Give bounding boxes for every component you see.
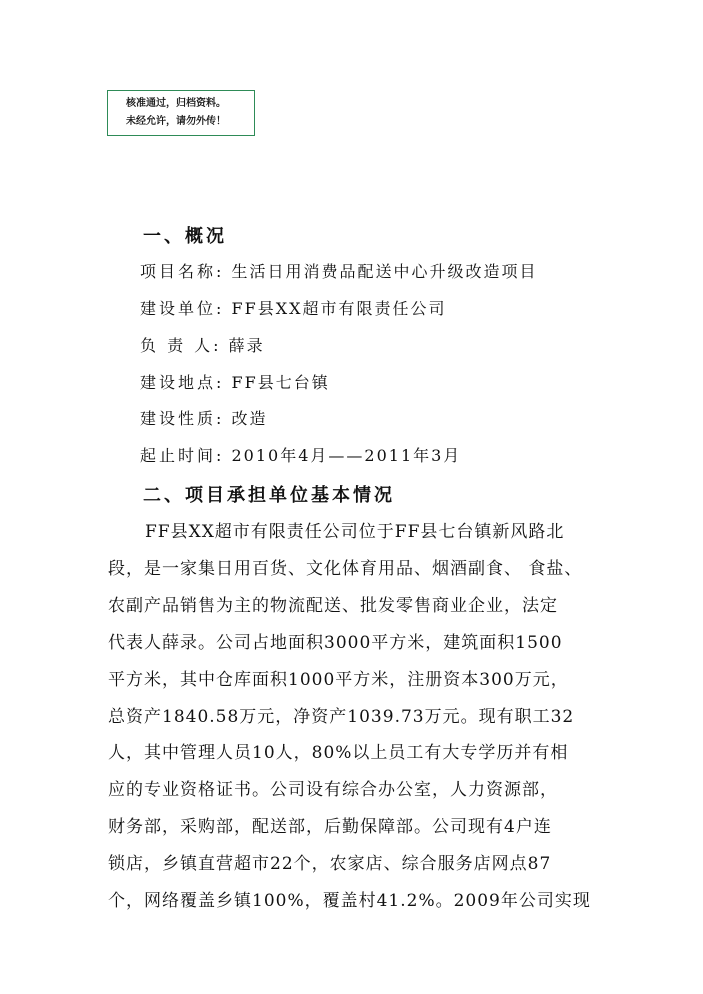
info-value: FF县XX超市有限责任公司: [231, 299, 447, 318]
paragraph-line: 段，是一家集日用百货、文化体育用品、烟酒副食、 食盐、: [108, 559, 583, 579]
info-row-builder: [140, 296, 447, 319]
paragraph-line: 总资产1840.58万元，净资产1039.73万元。现有职工32: [108, 707, 575, 727]
section-heading-overview: 一、概况: [143, 226, 227, 247]
info-label: 负 责 人:: [140, 336, 222, 355]
section-heading-company-info: 二、项目承担单位基本情况: [143, 485, 395, 506]
paragraph-line: FF县XX超市有限责任公司位于FF县七台镇新风路北: [145, 522, 565, 542]
info-row-person-in-charge: [140, 333, 265, 356]
info-label: 起止时间:: [140, 446, 225, 465]
info-label: 建设地点:: [140, 373, 225, 392]
paragraph-line: 代表人薛录。公司占地面积3000平方米，建筑面积1500: [108, 633, 563, 653]
info-row-location: [140, 370, 330, 393]
paragraph-line: 应的专业资格证书。公司设有综合办公室，人力资源部，: [108, 780, 558, 800]
archive-stamp: [107, 90, 255, 136]
stamp-line-1: 核准通过，归档资料。: [126, 98, 226, 109]
info-row-nature: [140, 406, 268, 429]
paragraph-line: 锁店，乡镇直营超市22个，农家店、综合服务店网点87: [108, 854, 552, 874]
info-label: 建设性质:: [140, 409, 225, 428]
info-value: 改造: [231, 409, 268, 428]
paragraph-line: 个，网络覆盖乡镇100%，覆盖村41.2%。2009年公司实现: [108, 891, 591, 911]
info-value: 生活日用消费品配送中心升级改造项目: [231, 262, 538, 281]
paragraph-line: 人，其中管理人员10人，80%以上员工有大专学历并有相: [108, 743, 569, 763]
stamp-line-2: 未经允许，请勿外传！: [126, 116, 226, 127]
paragraph-line: 平方米，其中仓库面积1000平方米，注册资本300万元，: [108, 670, 569, 690]
info-row-project-name: [140, 259, 538, 282]
info-label: 建设单位:: [140, 299, 225, 318]
paragraph-line: 财务部，采购部，配送部，后勤保障部。公司现有4户连: [108, 817, 552, 837]
info-row-period: [140, 443, 461, 466]
paragraph-line: 农副产品销售为主的物流配送、批发零售商业企业，法定: [108, 596, 558, 616]
info-value: 薛录: [228, 336, 265, 355]
info-value: 2010年4月——2011年3月: [231, 446, 462, 465]
info-label: 项目名称:: [140, 262, 225, 281]
info-value: FF县七台镇: [231, 373, 330, 392]
